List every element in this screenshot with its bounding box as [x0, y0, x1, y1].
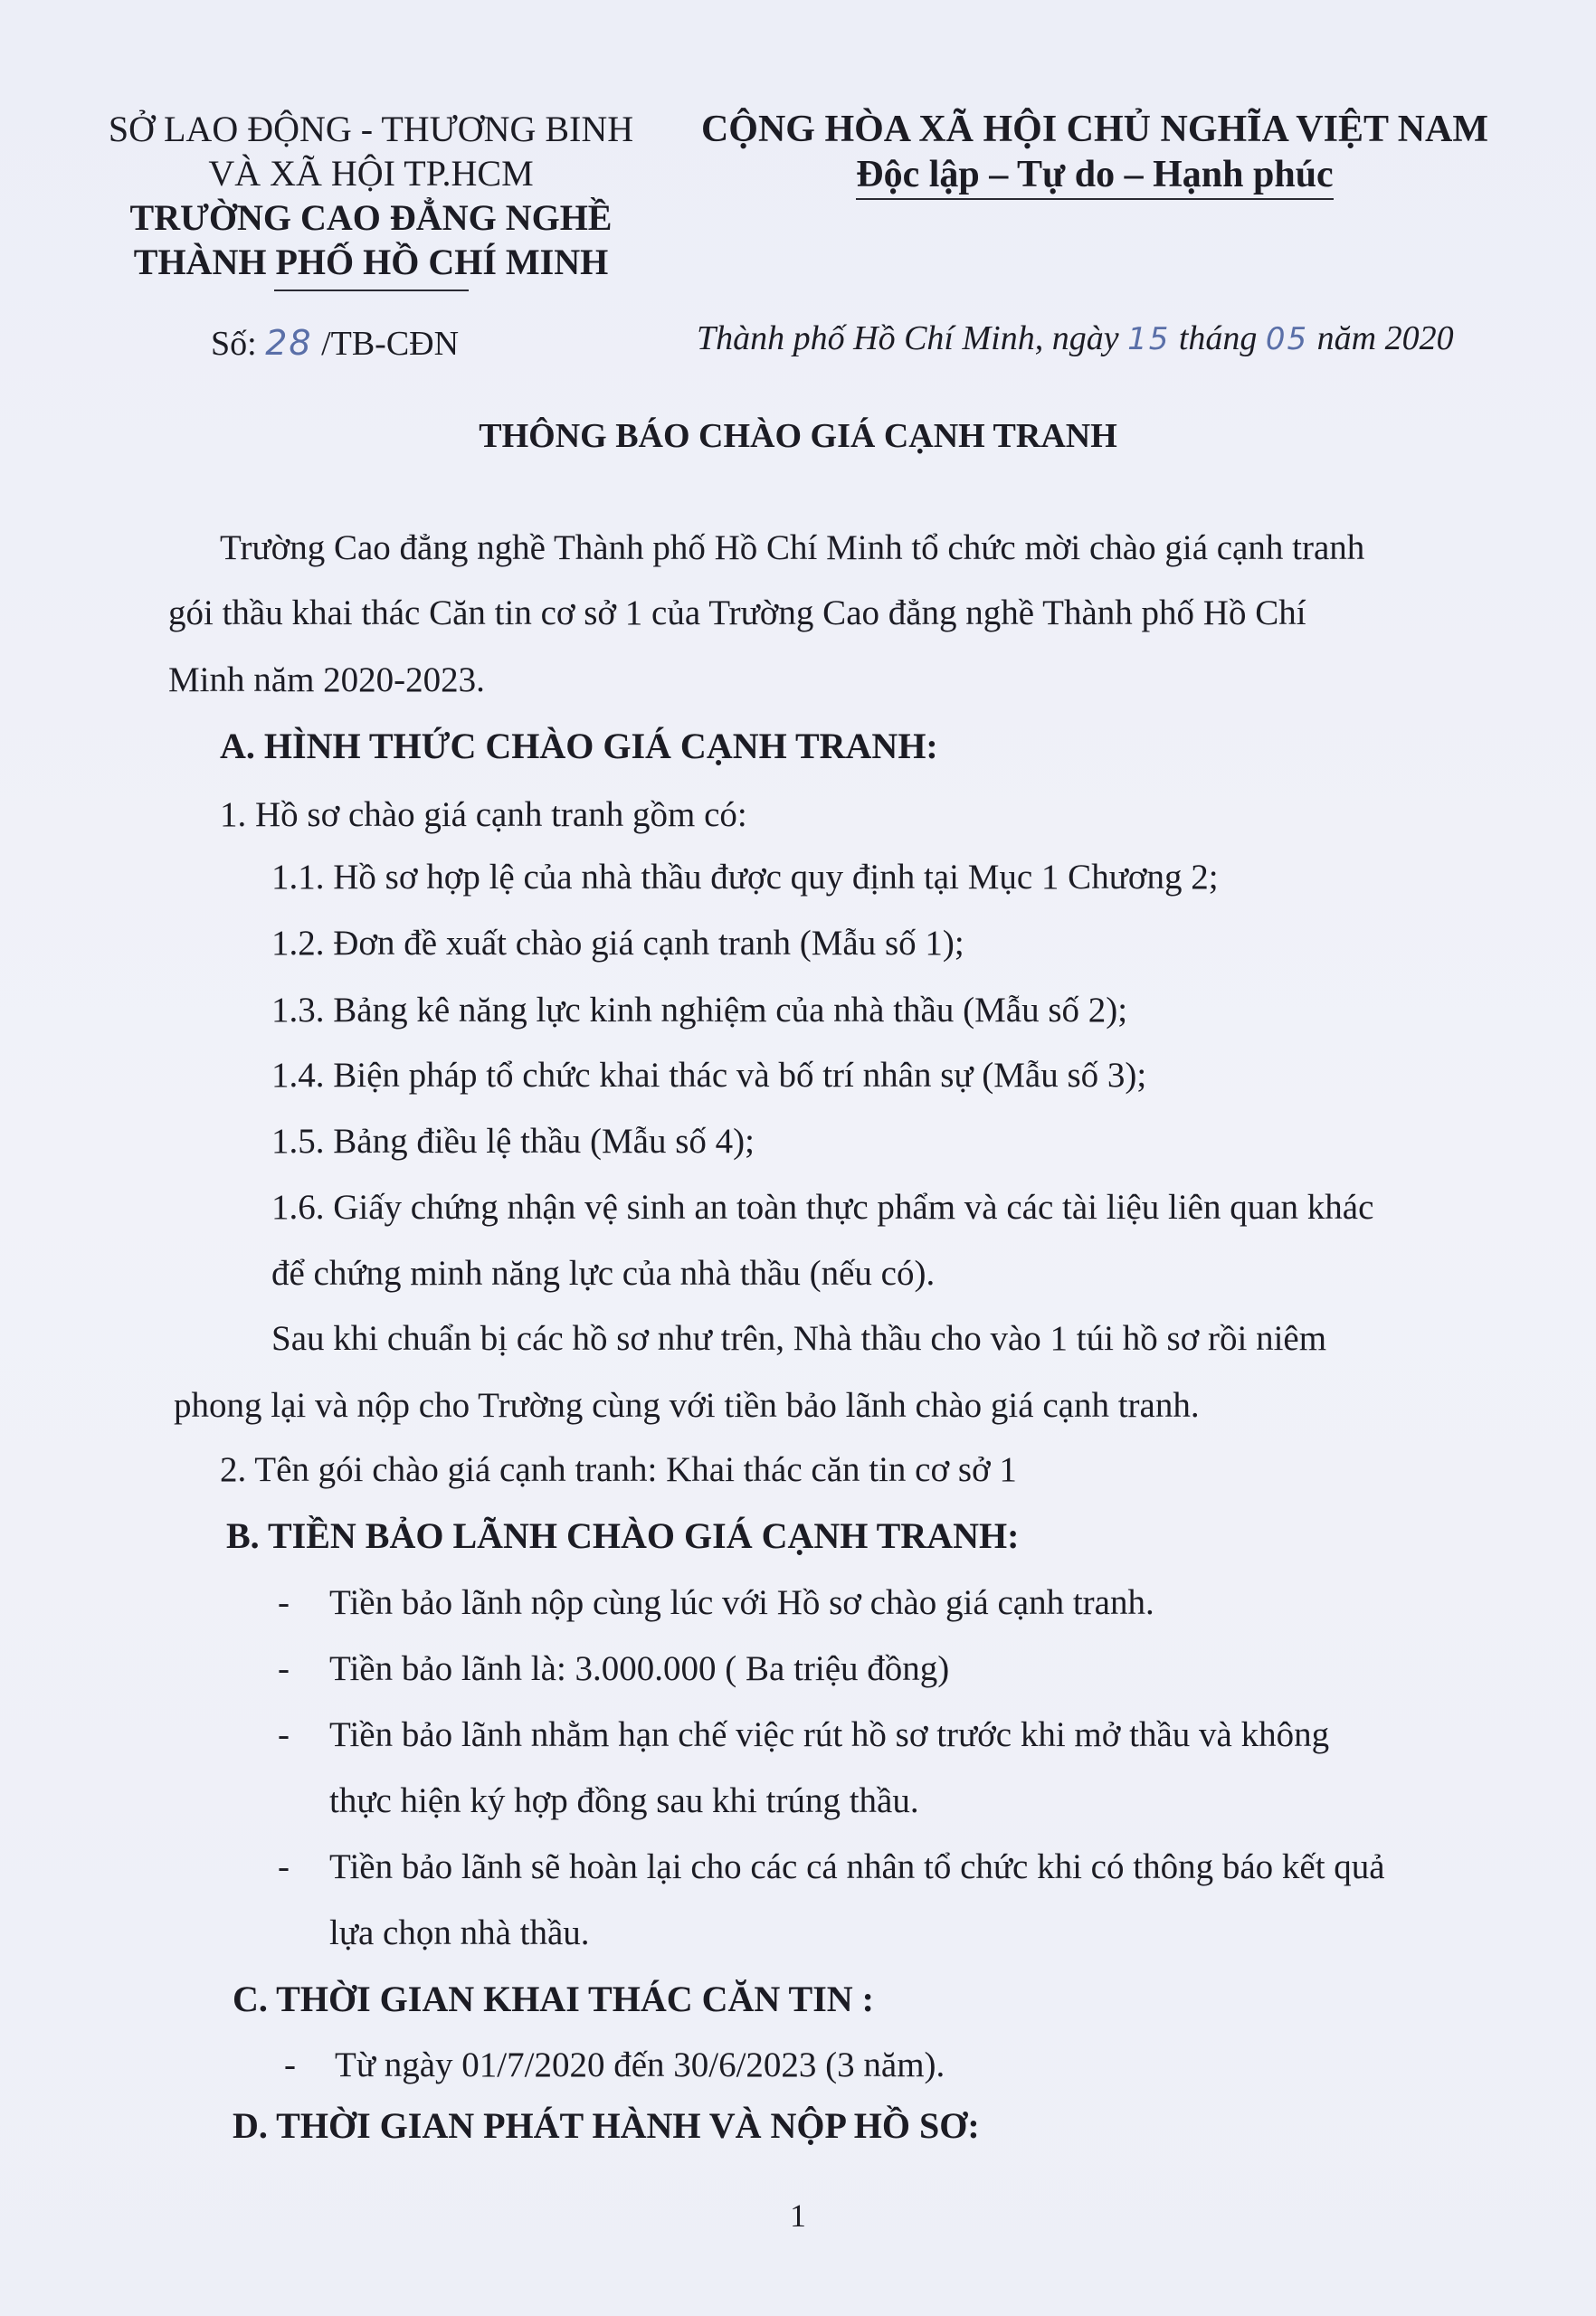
- page-number: 1: [790, 2197, 806, 2234]
- agency-line-2: VÀ XÃ HỘI TP.HCM: [208, 153, 534, 194]
- section-b-bullet-3-line-2: thực hiện ký hợp đồng sau khi trúng thầu.: [329, 1781, 919, 1820]
- section-b-bullet-3-line-1: Tiền bảo lãnh nhằm hạn chế việc rút hồ sơ trước khi mở thầu và không: [329, 1715, 1330, 1754]
- document-number-suffix: /TB-CĐN: [312, 325, 460, 363]
- date-text-3: năm 2020: [1308, 319, 1454, 357]
- section-a-sub-3: 1.3. Bảng kê năng lực kinh nghiệm của nhà thầu (Mẫu số 2);: [271, 991, 1128, 1030]
- date-text-1: Thành phố Hồ Chí Minh, ngày: [697, 319, 1128, 357]
- section-b-bullet-4-line-1: Tiền bảo lãnh sẽ hoàn lại cho các cá nhân tổ chức khi có thông báo kết quả: [329, 1847, 1385, 1886]
- bullet-dash: -: [278, 1847, 290, 1886]
- agency-line-1: SỞ LAO ĐỘNG - THƯƠNG BINH: [108, 109, 634, 149]
- section-a-item-1: 1. Hồ sơ chào giá cạnh tranh gồm có:: [220, 795, 747, 834]
- section-b-bullet-2: Tiền bảo lãnh là: 3.000.000 ( Ba triệu đồng): [329, 1649, 950, 1688]
- section-b-heading: B. TIỀN BẢO LÃNH CHÀO GIÁ CẠNH TRANH:: [226, 1515, 1020, 1556]
- bullet-dash: -: [284, 2045, 296, 2084]
- section-b-bullet-4-line-2: lựa chọn nhà thầu.: [329, 1913, 590, 1952]
- section-a-note-line-2: phong lại và nộp cho Trường cùng với tiền bảo lãnh chào giá cạnh tranh.: [174, 1386, 1200, 1425]
- issue-date: [697, 318, 1454, 358]
- document-title: THÔNG BÁO CHÀO GIÁ CẠNH TRANH: [479, 417, 1117, 455]
- bullet-dash: -: [278, 1715, 290, 1754]
- country-name: CỘNG HÒA XÃ HỘI CHỦ NGHĨA VIỆT NAM: [700, 109, 1489, 150]
- document-number: [211, 323, 459, 364]
- bullet-dash: -: [278, 1649, 290, 1688]
- section-a-sub-6-line-2: để chứng minh năng lực của nhà thầu (nếu có).: [271, 1254, 936, 1293]
- section-c-heading: C. THỜI GIAN KHAI THÁC CĂN TIN :: [233, 1979, 875, 2019]
- section-a-note-line-1: Sau khi chuẩn bị các hồ sơ như trên, Nhà thầu cho vào 1 túi hồ sơ rồi niêm: [271, 1319, 1327, 1358]
- national-motto-block: [674, 107, 1515, 200]
- section-a-sub-4: 1.4. Biện pháp tổ chức khai thác và bố trí nhân sự (Mẫu số 3);: [271, 1056, 1147, 1095]
- intro-line-2: gói thầu khai thác Căn tin cơ sở 1 của Trường Cao đẳng nghề Thành phố Hồ Chí: [168, 593, 1306, 632]
- intro-line-1: Trường Cao đẳng nghề Thành phố Hồ Chí Minh tổ chức mời chào giá cạnh tranh: [220, 528, 1365, 567]
- issuing-agency-block: [90, 107, 651, 291]
- section-a-sub-5: 1.5. Bảng điều lệ thầu (Mẫu số 4);: [271, 1122, 755, 1161]
- document-number-handwritten: 28: [265, 323, 313, 363]
- section-b-bullet-1: Tiền bảo lãnh nộp cùng lúc với Hồ sơ chào giá cạnh tranh.: [329, 1583, 1154, 1622]
- motto: Độc lập – Tự do – Hạnh phúc: [856, 152, 1333, 200]
- date-text-2: tháng: [1170, 319, 1266, 357]
- agency-line-3: TRƯỜNG CAO ĐẲNG NGHỀ: [129, 197, 613, 238]
- agency-underline: [274, 290, 469, 291]
- section-c-bullet-1: Từ ngày 01/7/2020 đến 30/6/2023 (3 năm).: [335, 2045, 945, 2084]
- date-month-handwritten: 05: [1265, 321, 1309, 357]
- bullet-dash: -: [278, 1583, 290, 1622]
- date-day-handwritten: 15: [1127, 321, 1171, 357]
- agency-line-4: THÀNH PHỐ HỒ CHÍ MINH: [133, 242, 609, 282]
- section-d-heading: D. THỜI GIAN PHÁT HÀNH VÀ NỘP HỒ SƠ:: [233, 2105, 980, 2146]
- section-a-sub-2: 1.2. Đơn đề xuất chào giá cạnh tranh (Mẫu số 1);: [271, 924, 964, 963]
- document-number-prefix: Số:: [211, 325, 266, 363]
- section-a-sub-6-line-1: 1.6. Giấy chứng nhận vệ sinh an toàn thực phẩm và các tài liệu liên quan khác: [271, 1188, 1374, 1227]
- section-a-sub-1: 1.1. Hồ sơ hợp lệ của nhà thầu được quy định tại Mục 1 Chương 2;: [271, 858, 1219, 897]
- section-a-item-2: 2. Tên gói chào giá cạnh tranh: Khai thác căn tin cơ sở 1: [220, 1450, 1017, 1489]
- intro-line-3: Minh năm 2020-2023.: [168, 660, 485, 699]
- section-a-heading: A. HÌNH THỨC CHÀO GIÁ CẠNH TRANH:: [220, 726, 938, 766]
